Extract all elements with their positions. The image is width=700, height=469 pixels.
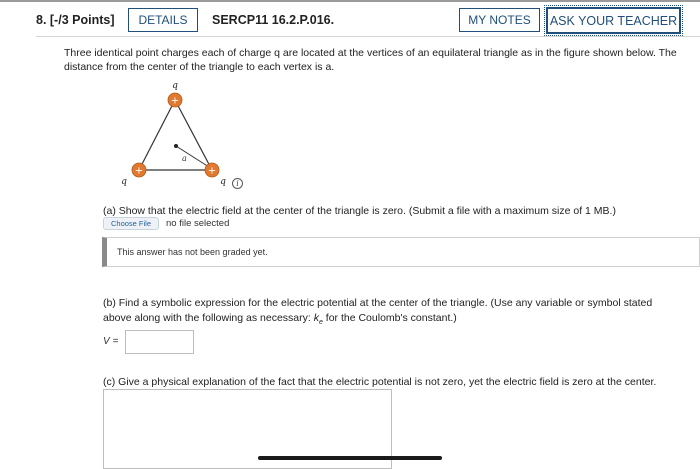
part-b-prompt: (b) Find a symbolic expression for the electric potential at the center of the triangle. (Use any variable or symbol stated above along with the following as necessary: $k_e$ for the Coulomb's constant.) [103, 297, 653, 327]
charge-left-sign: + [134, 165, 144, 177]
distance-line [176, 146, 209, 167]
charge-left-label: q [121, 177, 127, 187]
distance-label: a [182, 154, 187, 163]
ask-your-teacher-button[interactable]: ASK YOUR TEACHER [546, 7, 681, 34]
header-divider [36, 36, 700, 37]
charge-top-sign: + [170, 95, 180, 107]
question-header [0, 4, 700, 36]
info-icon[interactable]: i [232, 178, 243, 189]
question-id: SERCP11 16.2.P.016. [212, 13, 335, 27]
v-label: V = [103, 336, 119, 347]
part-c-prompt: (c) Give a physical explanation of the fact that the electric potential is not zero, yet the electric field is zero at the center. [103, 376, 657, 388]
charge-right-sign: + [207, 165, 217, 177]
charge-right [205, 163, 219, 177]
choose-file-button[interactable]: Choose File [103, 217, 159, 230]
question-number: 8. [-/3 Points] [36, 13, 115, 27]
part-a-prompt: (a) Show that the electric field at the center of the triangle is zero. (Submit a file with a maximum size of 1 MB.) [103, 205, 616, 217]
graded-status-box [102, 237, 700, 267]
problem-statement: Three identical point charges each of charge q are located at the vertices of an equilateral triangle as in the figure shown below. The distance from the center of the triangle to each vertex is a. [64, 47, 677, 73]
center-point [174, 144, 178, 148]
horizontal-scrollbar[interactable] [258, 456, 442, 460]
charge-right-label: q [220, 177, 226, 187]
my-notes-button[interactable]: MY NOTES [459, 8, 540, 32]
no-file-text: no file selected [166, 218, 230, 229]
top-border [0, 0, 700, 2]
graded-status-text: This answer has not been graded yet. [117, 247, 268, 257]
triangle-charges-figure [110, 78, 280, 198]
details-button[interactable]: DETAILS [128, 8, 198, 32]
charge-left [132, 163, 146, 177]
triangle [139, 100, 212, 170]
charge-top [168, 93, 182, 107]
charge-top-label: q [172, 81, 178, 91]
potential-answer-input[interactable] [125, 330, 194, 354]
